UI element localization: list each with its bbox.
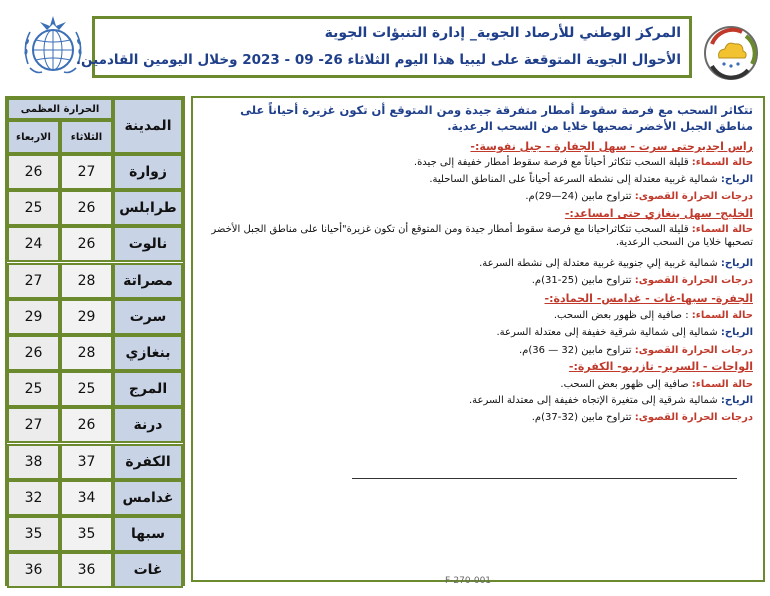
temp-line: درجات الحرارة القصوى: تتراوح مابين (32 — 36)م. — [519, 345, 753, 356]
temp-wednesday-cell: 35 — [7, 516, 60, 552]
city-header: المدينة — [113, 98, 183, 154]
city-cell: المرج — [113, 371, 183, 407]
temp-wednesday-cell: 25 — [7, 190, 60, 226]
forecast-panel — [191, 96, 765, 582]
temp-tuesday-cell: 25 — [60, 371, 113, 407]
temp-line: درجات الحرارة القصوى: تتراوح مابين (24—29)م. — [525, 191, 753, 202]
sky-line: حالة السماء: قليلة السحب تتكاثراحيانا مع فرصة سقوط أمطار جيدة ومن المتوقع أن تكون غزيرة"أحيانا على مناطق الجبل الأخضر تصحبها خلايا من السحب الرعدية. — [211, 224, 753, 248]
wind-line: الرياح: شمالية شرقية إلى متغيرة الإتجاه خفيفة إلى معتدلة السرعة. — [468, 395, 753, 406]
temp-wednesday-cell: 25 — [7, 371, 60, 407]
temp-tuesday-cell: 28 — [60, 335, 113, 371]
temp-wednesday-cell: 24 — [7, 226, 60, 262]
temp-tuesday-cell: 37 — [60, 444, 113, 480]
region-title: راس اجديرحتى سرت - سهل الجفارة - جبل نفوسة:- — [470, 140, 753, 153]
temp-tuesday-cell: 27 — [60, 154, 113, 190]
city-cell: درنة — [113, 407, 183, 443]
temp-tuesday-cell: 34 — [60, 480, 113, 516]
temp-wednesday-cell: 38 — [7, 444, 60, 480]
city-cell: غدامس — [113, 480, 183, 516]
sky-line: حالة السماء: قليلة السحب تتكاثر أحياناً مع فرصة سقوط أمطار خفيفة إلى جيدة. — [413, 157, 753, 168]
temp-wednesday-cell: 26 — [7, 335, 60, 371]
city-cell: الكفرة — [113, 444, 183, 480]
sky-line: حالة السماء: : صافية إلى ظهور بعض السحب. — [553, 310, 753, 321]
temp-tuesday-cell: 26 — [60, 190, 113, 226]
form-code: F-270-001 — [445, 576, 492, 586]
temp-tuesday-cell: 35 — [60, 516, 113, 552]
temp-tuesday-cell: 26 — [60, 407, 113, 443]
temp-wednesday-cell: 29 — [7, 299, 60, 335]
city-cell: سرت — [113, 299, 183, 335]
city-cell: بنغازي — [113, 335, 183, 371]
city-cell: غات — [113, 552, 183, 588]
temp-line: درجات الحرارة القصوى: تتراوح مابين (25-31)م. — [531, 275, 753, 286]
region-title: الجفرة- سبها-غات - غدامس- الحمادة:- — [544, 292, 753, 305]
temp-wednesday-cell: 26 — [7, 154, 60, 190]
wind-line: الرياح: شمالية غربية إلي جنوبية غربية معتدلة إلى نشطة السرعة. — [479, 258, 753, 269]
temperature-table — [5, 96, 185, 586]
wmo-logo — [18, 12, 88, 82]
temp-wednesday-cell: 32 — [7, 480, 60, 516]
wind-line: الرياح: شمالية غربية معتدلة إلى نشطة السرعة أحياناً على المناطق الساحلية. — [429, 174, 753, 185]
day1-header: الثلاثاء — [60, 120, 113, 154]
city-cell: نالوت — [113, 226, 183, 262]
divider-line — [352, 478, 737, 479]
temp-line: درجات الحرارة القصوى: تتراوح مابين (32-37)م. — [531, 412, 753, 423]
max-temp-header: الحرارة العظمى — [7, 98, 113, 120]
nmc-logo — [702, 24, 760, 82]
region-title: الخليج- سهل بنغازي حتى امساعد:- — [564, 207, 753, 220]
day2-header: الاربعاء — [7, 120, 60, 154]
temp-tuesday-cell: 28 — [60, 263, 113, 299]
page-subtitle: الأحوال الجوية المتوقعة على ليبيا هذا اليوم الثلاثاء 26- 09 - 2023 وخلال اليومين القادمين. — [75, 52, 681, 68]
temp-tuesday-cell: 29 — [60, 299, 113, 335]
temp-tuesday-cell: 26 — [60, 226, 113, 262]
header-box — [75, 16, 692, 78]
forecast-intro: تتكاثر السحب مع فرصة سقوط أمطار متفرقة جيدة ومن المتوقع أن تكون غزيرة أحياناً على مناطق الجبل الأخضر تصحبها خلايا من السحب الرعدية. — [240, 103, 753, 133]
region-title: الواحات - السرير- تازربو- الكفرة:- — [568, 360, 753, 373]
temp-wednesday-cell: 27 — [7, 263, 60, 299]
temp-tuesday-cell: 36 — [60, 552, 113, 588]
sky-line: حالة السماء: صافية إلى ظهور بعض السحب. — [560, 379, 753, 390]
city-cell: مصراتة — [113, 263, 183, 299]
temp-wednesday-cell: 36 — [7, 552, 60, 588]
temp-wednesday-cell: 27 — [7, 407, 60, 443]
wind-line: الرياح: شمالية إلى شمالية شرقية خفيفة إلى معتدلة السرعة. — [496, 327, 753, 338]
page-title: المركز الوطني للأرصاد الجوية_ إدارة التنبؤات الجوية — [324, 25, 681, 41]
city-cell: طرابلس — [113, 190, 183, 226]
city-cell: سبها — [113, 516, 183, 552]
city-cell: زوارة — [113, 154, 183, 190]
